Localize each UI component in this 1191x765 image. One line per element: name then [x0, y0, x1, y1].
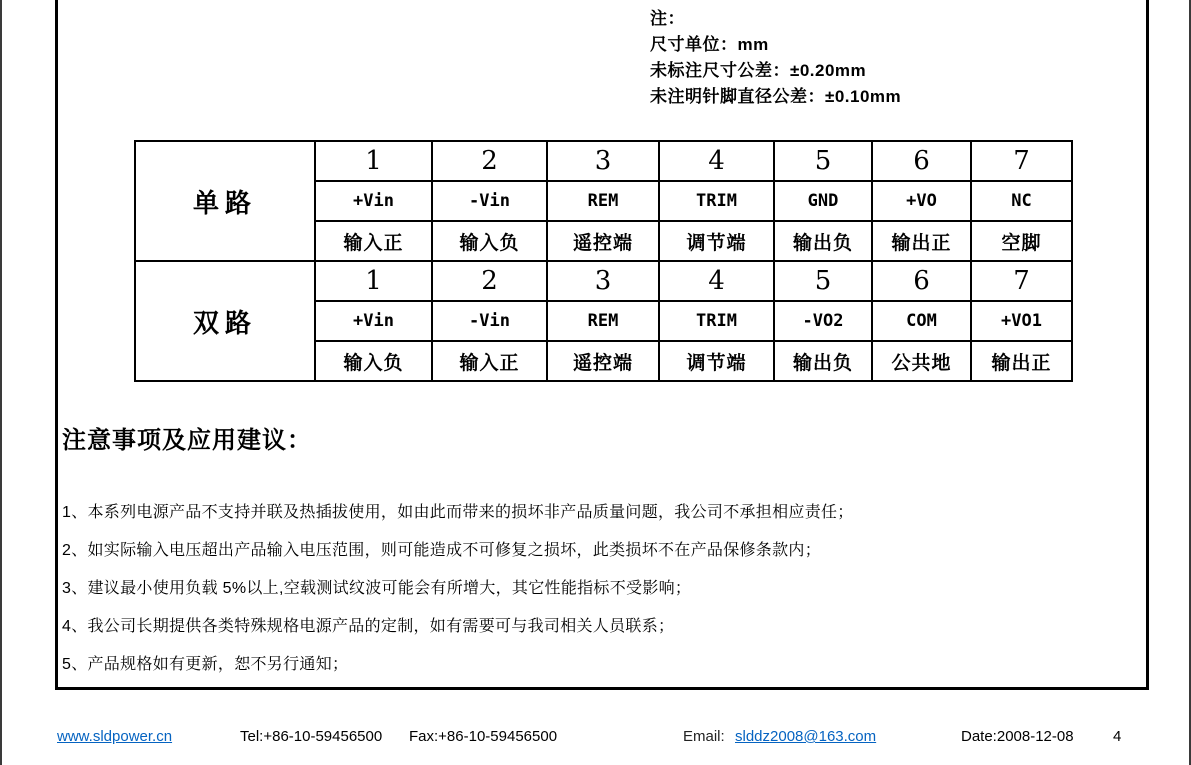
notes-title: 注： [650, 9, 685, 28]
notice-item: 3、建议最小使用负载 5%以上,空载测试纹波可能会有所增大，其它性能指标不受影响； [62, 580, 692, 597]
pin-description-cell: 输入正 [432, 341, 547, 381]
pin-number-cell: 5 [774, 261, 872, 301]
pin-name-cell: REM [547, 181, 659, 221]
pin-number-cell: 4 [659, 261, 774, 301]
dimension-notes [650, 6, 901, 110]
channel-group-label: 双路 [135, 261, 315, 381]
page-edge-left [0, 0, 2, 765]
page-number: 4 [1113, 728, 1122, 745]
email-label: Email: [683, 728, 725, 745]
fax-text: Fax:+86-10-59456500 [409, 728, 558, 745]
pin-description-cell: 遥控端 [547, 221, 659, 261]
pin-description-cell: 调节端 [659, 221, 774, 261]
pin-name-cell: NC [971, 181, 1072, 221]
pin-name-cell: REM [547, 301, 659, 341]
notes-line-dim-tolerance: 未标注尺寸公差：±0.20mm [650, 61, 867, 80]
pin-number-cell: 2 [432, 261, 547, 301]
channel-group-label: 单路 [135, 141, 315, 261]
pin-number-cell: 7 [971, 141, 1072, 181]
pin-name-cell: -Vin [432, 181, 547, 221]
pin-name-cell: GND [774, 181, 872, 221]
pin-number-cell: 5 [774, 141, 872, 181]
notice-item: 5、产品规格如有更新，恕不另行通知； [62, 656, 349, 673]
pin-table-row [135, 261, 1072, 301]
pin-name-cell: +Vin [315, 301, 432, 341]
pin-name-cell: -VO2 [774, 301, 872, 341]
section-heading: 注意事项及应用建议： [62, 427, 312, 454]
pin-description-cell: 输入正 [315, 221, 432, 261]
pin-table-body [135, 141, 1072, 381]
pin-number-cell: 3 [547, 261, 659, 301]
notice-list [62, 501, 1102, 676]
notice-item: 1、本系列电源产品不支持并联及热插拔使用，如由此而带来的损坏非产品质量问题，我公司不承担相应责任； [62, 504, 854, 521]
pin-description-cell: 调节端 [659, 341, 774, 381]
pin-number-cell: 3 [547, 141, 659, 181]
pin-table-row [135, 141, 1072, 181]
notes-line-unit: 尺寸单位：mm [650, 35, 769, 54]
pin-name-cell: +Vin [315, 181, 432, 221]
notes-line-pin-tolerance: 未注明针脚直径公差：±0.10mm [650, 87, 902, 106]
pin-description-cell: 遥控端 [547, 341, 659, 381]
tel-text: Tel:+86-10-59456500 [240, 728, 383, 745]
pin-number-cell: 6 [872, 141, 971, 181]
pin-description-cell: 输入负 [315, 341, 432, 381]
website-link[interactable]: www.sldpower.cn [57, 728, 173, 745]
pin-description-cell: 空脚 [971, 221, 1072, 261]
pin-number-cell: 1 [315, 261, 432, 301]
notice-item: 4、我公司长期提供各类特殊规格电源产品的定制，如有需要可与我司相关人员联系； [62, 618, 675, 635]
notice-item: 2、如实际输入电压超出产品输入电压范围，则可能造成不可修复之损坏，此类损坏不在产品保修条款内； [62, 542, 821, 559]
pin-description-cell: 输出负 [774, 341, 872, 381]
pin-assignment-table [134, 140, 1073, 382]
pin-name-cell: +VO1 [971, 301, 1072, 341]
pin-name-cell: +VO [872, 181, 971, 221]
date-text: Date:2008-12-08 [961, 728, 1074, 745]
pin-description-cell: 输出正 [872, 221, 971, 261]
email-link[interactable]: slddz2008@163.com [735, 728, 877, 745]
pin-number-cell: 6 [872, 261, 971, 301]
pin-name-cell: TRIM [659, 301, 774, 341]
pin-number-cell: 1 [315, 141, 432, 181]
pin-number-cell: 4 [659, 141, 774, 181]
pin-description-cell: 输入负 [432, 221, 547, 261]
pin-description-cell: 公共地 [872, 341, 971, 381]
pin-description-cell: 输出正 [971, 341, 1072, 381]
pin-number-cell: 7 [971, 261, 1072, 301]
page-footer [0, 726, 1191, 750]
pin-name-cell: -Vin [432, 301, 547, 341]
pin-description-cell: 输出负 [774, 221, 872, 261]
pin-name-cell: COM [872, 301, 971, 341]
pin-name-cell: TRIM [659, 181, 774, 221]
pin-number-cell: 2 [432, 141, 547, 181]
